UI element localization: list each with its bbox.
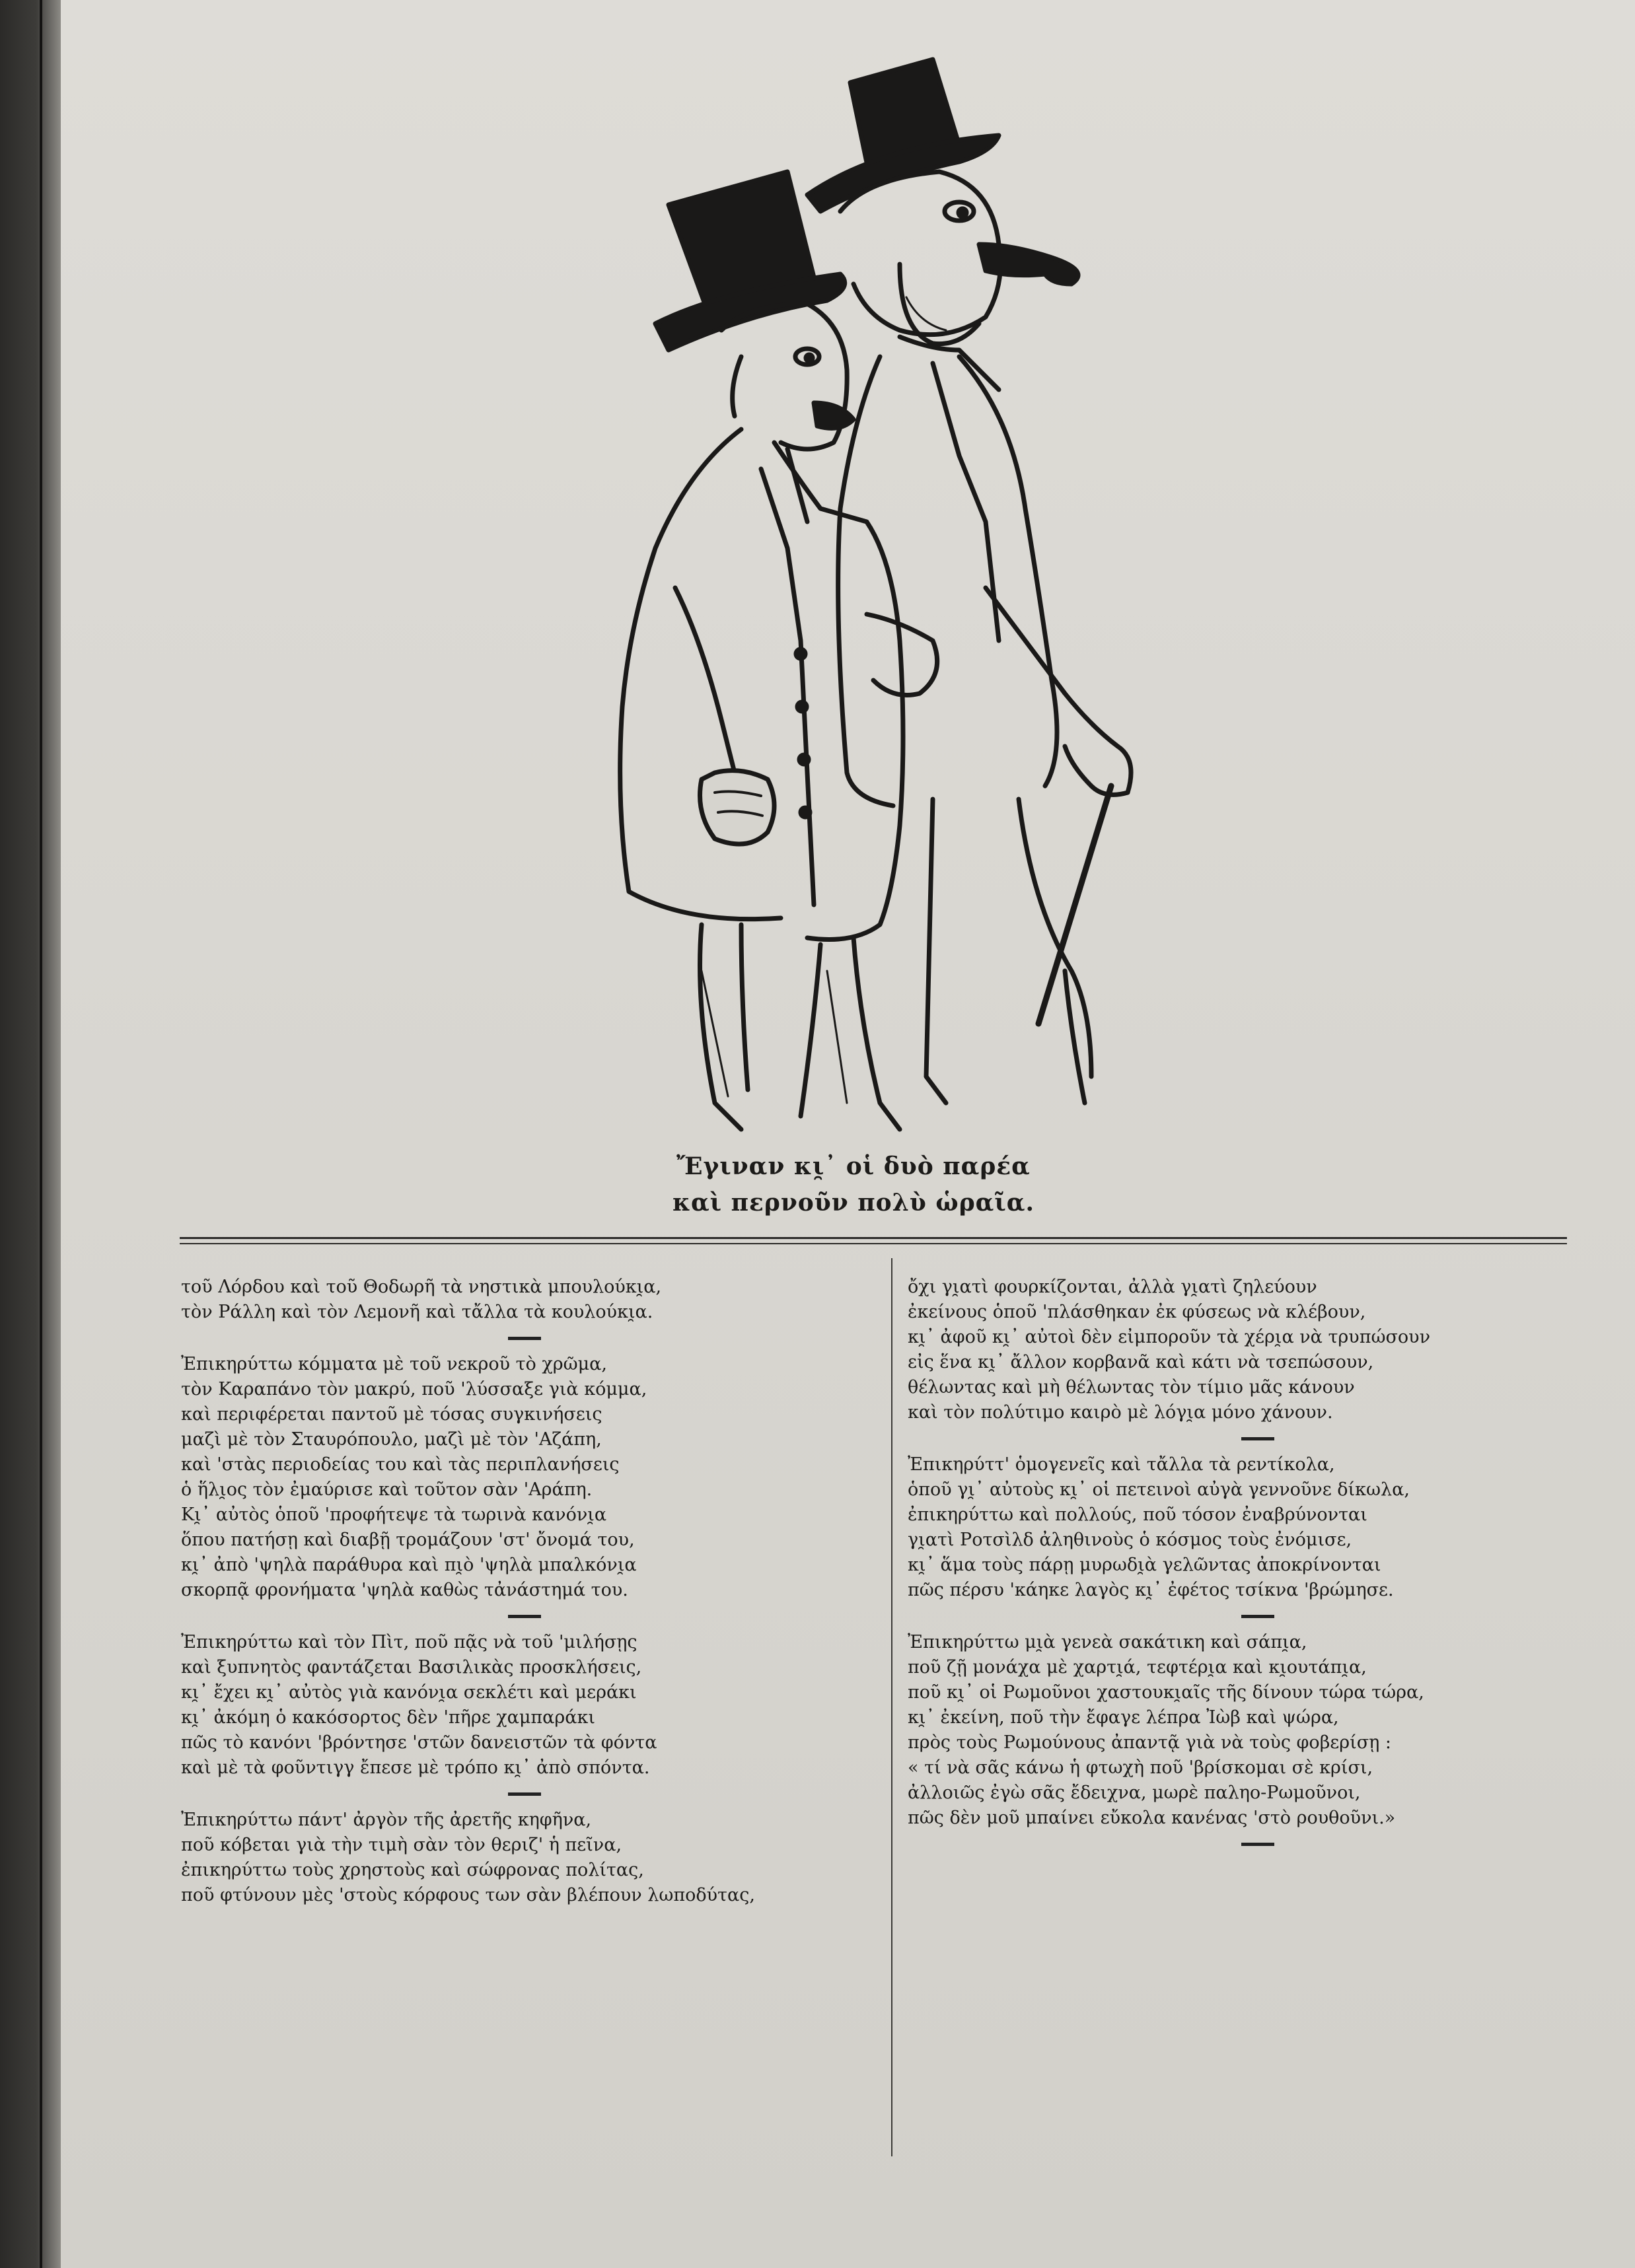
verse-line: πρὸς τοὺς Ρωμούνους ἀπαντᾷ γιὰ νὰ τοὺς φοβερίσῃ : [908, 1732, 1392, 1753]
verse-line: κι̯᾽ ἅμα τοὺς πάρῃ μυρωδι̯ὰ γελῶντας ἀποκρίνονται [908, 1555, 1381, 1575]
stanza-separator [508, 1337, 541, 1340]
verse-line: κι̯᾽ ἔχει κι̯᾽ αὐτὸς γιὰ κανόνι̯α σεκλέτι καὶ μεράκι [181, 1682, 637, 1703]
column-divider [891, 1258, 892, 2156]
section-rule-top [180, 1237, 1567, 1239]
verse-line: « τί νὰ σᾶς κάνω ἡ φτωχὴ ποῦ 'βρίσκομαι σὲ κρίσι, [908, 1757, 1373, 1778]
verse-line: Ἐπικηρύττω κόμματα μὲ τοῦ νεκροῦ τὸ χρῶμα, [181, 1354, 607, 1374]
verse-line: γι̯ατὶ Ροτσὶλδ ἀληθινοὺς ὁ κόσμος τοὺς ἐνόμισε, [908, 1530, 1352, 1550]
verse-line: ἐπικηρύττω καὶ πολλούς, ποῦ τόσον ἐναβρύνονται [908, 1505, 1367, 1525]
stanza [908, 1452, 1601, 1603]
verse-line: Ἐπικηρύττω καὶ τὸν Πὶτ, ποῦ πᾷς νὰ τοῦ 'μιλήσῃς [181, 1632, 637, 1652]
caption-line-2: καὶ περνοῦν πολὺ ὡραῖα. [672, 1189, 1035, 1217]
verse-line: ὅπου πατήσῃ καὶ διαβῇ τρομάζουν 'στ' ὄνομά του, [181, 1530, 635, 1550]
stanza [908, 1630, 1601, 1831]
stanza [908, 1275, 1601, 1425]
verse-line: πῶς τὸ κανόνι 'βρόντησε 'στῶν δανειστῶν τὰ φόντα [181, 1732, 657, 1753]
stanza-separator [1241, 1843, 1274, 1846]
verse-line: ποῦ ζῇ μονάχα μὲ χαρτι̯ά, τεφτέρι̯α καὶ κι̯ουτάπι̯α, [908, 1657, 1367, 1678]
stanza-separator [1241, 1437, 1274, 1440]
verse-line: σκορπᾷ φρονήματα 'ψηλὰ καθὼς τἀνάστημά του. [181, 1580, 628, 1600]
verse-line: ὁποῦ γι̯᾽ αὐτοὺς κι̯᾽ οἱ πετεινοὶ αὐγὰ γεννοῦνε δίκωλα, [908, 1479, 1410, 1500]
verse-line: κι̯᾽ ἀφοῦ κι̯᾽ αὐτοὶ δὲν εἰμποροῦν τὰ χέρι̯α νὰ τρυπώσουν [908, 1327, 1430, 1347]
page [61, 0, 1635, 2268]
verse-line: καὶ περιφέρεται παντοῦ μὲ τόσας συγκινήσεις [181, 1404, 602, 1425]
verse-line: θέλωντας καὶ μὴ θέλωντας τὸν τίμιο μᾶς κάνουν [908, 1377, 1355, 1398]
book-binding [0, 0, 61, 2268]
verse-line: τὸν Ράλλη καὶ τὸν Λεμονῆ καὶ τἄλλα τὰ κουλούκι̯α. [181, 1302, 653, 1322]
verse-line: κι̯᾽ ἐκείνη, ποῦ τὴν ἔφαγε λέπρα Ἰὼβ καὶ ψώρα, [908, 1707, 1339, 1728]
stanza [181, 1808, 875, 1908]
verse-line: ὄχι γι̯ατὶ φουρκίζονται, ἀλλὰ γι̯ατὶ ζηλεύουν [908, 1277, 1317, 1297]
verse-line: πῶς πέρσυ 'κάηκε λαγὸς κι̯᾽ ἐφέτος τσίκνα 'βρώμησε. [908, 1580, 1394, 1600]
verse-line: Ἐπικηρύττω μι̯ὰ γενεὰ σακάτικη καὶ σάπι̯α, [908, 1632, 1307, 1652]
verse-line: κι̯᾽ ἀκόμη ὁ κακόσορτος δὲν 'πῆρε χαμπαράκι [181, 1707, 595, 1728]
verse-line: κι̯᾽ ἀπὸ 'ψηλὰ παράθυρα καὶ πι̯ὸ 'ψηλὰ μπαλκόνι̯α [181, 1555, 637, 1575]
verse-line: καὶ μὲ τὰ φοῦντιγγ ἔπεσε μὲ τρόπο κι̯᾽ ἀπὸ σπόντα. [181, 1757, 650, 1778]
right-column [908, 1275, 1601, 1858]
verse-line: ἀλλοιῶς ἐγὼ σᾶς ἔδειχνα, μωρὲ παληο-Ρωμοῦνοι, [908, 1783, 1361, 1803]
stanza-separator [508, 1615, 541, 1618]
caption-line-1: Ἔγιναν κι̯᾽ οἱ δυὸ παρέα [676, 1152, 1031, 1180]
verse-line: ποῦ κι̯᾽ οἱ Ρωμοῦνοι χαστουκι̯αῖς τῆς δίνουν τώρα τώρα, [908, 1682, 1424, 1703]
verse-line: τοῦ Λόρδου καὶ τοῦ Θοδωρῆ τὰ νηστικὰ μπουλούκι̯α, [181, 1277, 662, 1297]
verse-line: ποῦ φτύνουν μὲς 'στοὺς κόρφους των σὰν βλέπουν λωποδύτας, [181, 1885, 755, 1905]
stanza-separator [508, 1792, 541, 1796]
binding-edge [40, 0, 42, 2268]
stanza [181, 1630, 875, 1781]
verse-line: τὸν Καραπάνο τὸν μακρύ, ποῦ 'λύσσαξε γιὰ κόμμα, [181, 1379, 647, 1400]
verse-line: καὶ τὸν πολύτιμο καιρὸ μὲ λόγι̯α μόνο χάνουν. [908, 1402, 1333, 1423]
verse-line: καὶ 'στὰς περιοδείας του καὶ τὰς περιπλανήσεις [181, 1454, 620, 1475]
verse-line: Κι̯᾽ αὐτὸς ὁποῦ 'προφήτεψε τὰ τωρινὰ κανόνι̯α [181, 1505, 607, 1525]
verse-line: ποῦ κόβεται γιὰ τὴν τιμὴ σὰν τὸν θεριζ' ἡ πεῖνα, [181, 1835, 622, 1855]
verse-line: πῶς δὲν μοῦ μπαίνει εὔκολα κανένας 'στὸ ρουθοῦνι.» [908, 1808, 1396, 1828]
verse-line: ὁ ἥλι̯ος τὸν ἐμαύρισε καὶ τοῦτον σὰν 'Αράπη. [181, 1479, 593, 1500]
stanza [181, 1352, 875, 1603]
short-gentleman-figure [620, 172, 937, 1129]
verse-line: Ἐπικηρύττω πάντ' ἀργὸν τῆς ἀρετῆς κηφῆνα, [181, 1810, 592, 1830]
stanza [181, 1275, 875, 1325]
verse-line: Ἐπικηρύττ' ὁμογενεῖς καὶ τἄλλα τὰ ρεντίκολα, [908, 1454, 1335, 1475]
left-column [181, 1275, 875, 1908]
caricature-illustration [589, 46, 1144, 1156]
verse-line: εἰς ἕνα κι̯᾽ ἄλλον κορβανᾶ καὶ κάτι νὰ τσεπώσουν, [908, 1352, 1374, 1372]
section-rule-bottom [180, 1243, 1567, 1244]
verse-line: καὶ ξυπνητὸς φαντάζεται Βασιλικὰς προσκλήσεις, [181, 1657, 642, 1678]
verse-line: μαζὶ μὲ τὸν Σταυρόπουλο, μαζὶ μὲ τὸν 'Αζάπη, [181, 1429, 602, 1450]
verse-line: ἐκείνους ὁποῦ 'πλάσθηκαν ἐκ φύσεως νὰ κλέβουν, [908, 1302, 1366, 1322]
verse-line: ἐπικηρύττω τοὺς χρηστοὺς καὶ σώφρονας πολίτας, [181, 1860, 644, 1880]
stanza-separator [1241, 1615, 1274, 1618]
